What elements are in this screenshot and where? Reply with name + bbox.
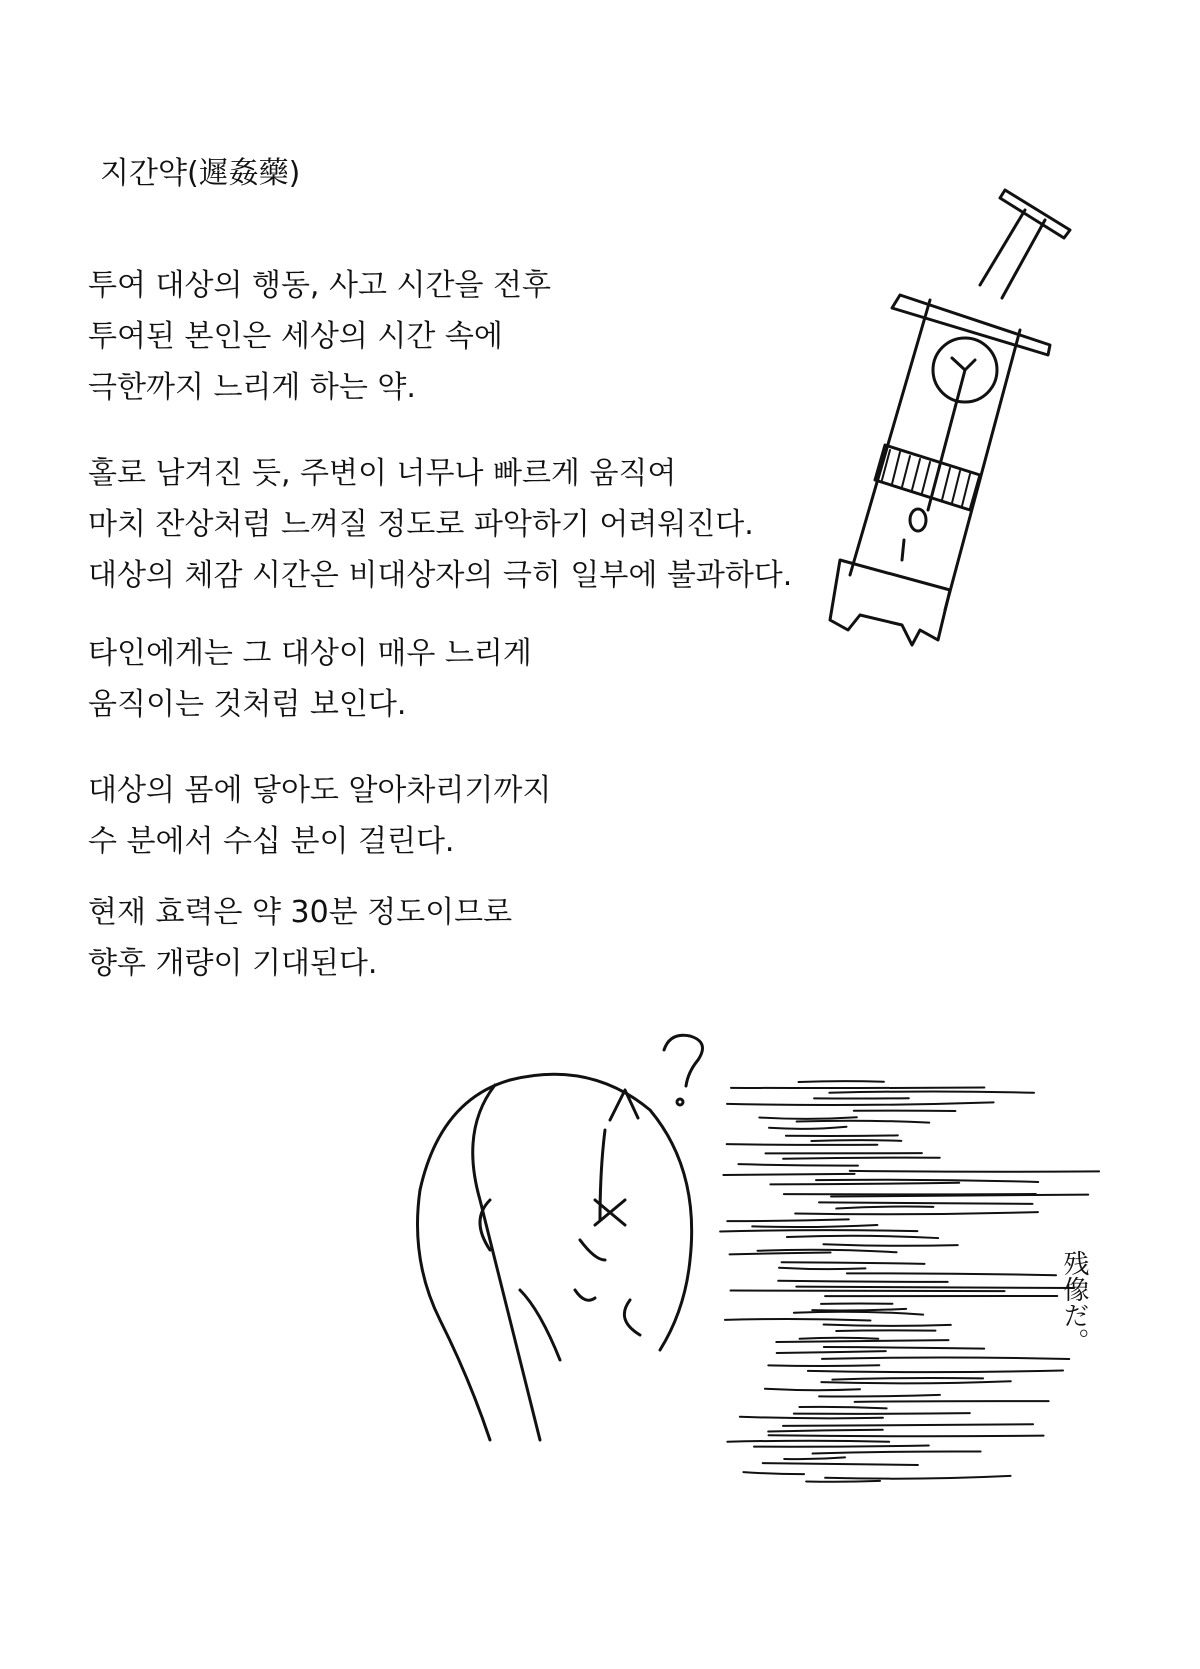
scribble-line (723, 1174, 854, 1175)
text-line: 현재 효력은 약 30분 정도이므로 (88, 895, 513, 930)
syringe-icon (820, 180, 1120, 680)
text-line: 투여 대상의 행동, 사고 시간을 전후 (88, 268, 551, 303)
scribble-line (731, 1291, 1005, 1292)
syringe-illustration (820, 180, 1120, 680)
text-line: 대상의 체감 시간은 비대상자의 극히 일부에 불과하다. (88, 558, 793, 593)
text-line: 투여된 본인은 세상의 시간 속에 (88, 319, 503, 354)
scribble-line (824, 1347, 984, 1349)
scribble-line (777, 1351, 886, 1353)
scribble-line (836, 1330, 935, 1331)
scribble-line (768, 1365, 879, 1366)
text-line: 마치 잔상처럼 느껴질 정도로 파악하기 어려워진다. (88, 507, 754, 542)
scribble-line (813, 1451, 981, 1453)
scribble-line (778, 1281, 947, 1282)
scribble-line (786, 1135, 898, 1136)
scribble-line (787, 1236, 938, 1238)
scribble-line (784, 1457, 845, 1459)
paragraph-4 (88, 765, 551, 867)
scribble-line (727, 1441, 889, 1442)
scribble-line (727, 1102, 994, 1105)
scribble-line (822, 1358, 1069, 1360)
scribble-line (800, 1338, 879, 1339)
scribble-line (768, 1430, 883, 1432)
scribble-line (819, 1395, 940, 1397)
scribble-line (795, 1212, 1038, 1214)
scribble-line (783, 1424, 1033, 1426)
scribble-line (738, 1164, 857, 1165)
afterimage-scribble (660, 1060, 1100, 1500)
scribble-line (821, 1381, 1010, 1383)
scribble-line (754, 1445, 929, 1446)
text-line: 대상의 몸에 닿아도 알아차리기까지 (88, 773, 552, 808)
scribble-line (819, 1202, 1032, 1203)
scribble-line (743, 1472, 804, 1474)
scribble-line (812, 1309, 906, 1311)
scribble-line (808, 1370, 1063, 1372)
scribble-line (740, 1417, 883, 1419)
handwritten-note: 残像だ。 (1059, 1250, 1089, 1354)
scribble-line (825, 1476, 1010, 1479)
scribble-line (836, 1207, 933, 1209)
page-title: 지간약(遲姦藥) (100, 156, 301, 191)
scribble-line (727, 1219, 849, 1221)
scribble-line (823, 1244, 957, 1246)
scribble-line (727, 1144, 878, 1145)
scribble-line (765, 1389, 860, 1390)
scribble-lines-icon (660, 1060, 1100, 1500)
scribble-line (811, 1140, 901, 1141)
scribble-line (847, 1273, 1056, 1275)
scribble-line (763, 1463, 918, 1465)
scribble-line (725, 1319, 871, 1320)
paragraph-3 (88, 628, 532, 730)
scribble-line (769, 1127, 847, 1129)
text-line: 움직이는 것처럼 보인다. (88, 687, 407, 722)
scribble-line (770, 1183, 959, 1185)
paragraph-1 (88, 260, 551, 413)
scribble-line (731, 1087, 984, 1088)
scribble-line (783, 1158, 940, 1159)
scribble-line (829, 1091, 1034, 1092)
scribble-line (832, 1378, 983, 1380)
scribble-line (782, 1262, 925, 1264)
scribble-line (779, 1268, 865, 1269)
paragraph-2 (88, 448, 792, 601)
scribble-line (850, 1171, 1099, 1172)
scribble-line (730, 1252, 831, 1254)
scribble-line (816, 1180, 1038, 1182)
text-line: 극한까지 느리게 하는 약. (88, 370, 416, 405)
text-line: 수 분에서 수십 분이 걸린다. (88, 824, 455, 859)
scribble-line (794, 1312, 923, 1315)
scribble-line (776, 1340, 948, 1342)
scribble-line (797, 1121, 930, 1123)
scribble-line (759, 1117, 856, 1119)
scribble-line (796, 1287, 1074, 1288)
scribble-group (720, 1081, 1099, 1482)
scribble-line (720, 1230, 917, 1231)
scribble-line (769, 1435, 1044, 1436)
text-line: 홀로 남겨진 듯, 주변이 너무나 빠르게 움직여 (88, 456, 677, 491)
scribble-line (855, 1401, 1049, 1402)
scribble-line (794, 1413, 970, 1414)
scribble-line (799, 1407, 886, 1408)
scribble-line (752, 1225, 877, 1227)
scribble-line (799, 1081, 884, 1082)
paragraph-5 (88, 887, 512, 989)
text-line: 타인에게는 그 대상이 매우 느리게 (88, 636, 532, 671)
scribble-line (806, 1481, 880, 1482)
scribble-line (824, 1325, 951, 1326)
text-line: 향후 개량이 기대된다. (88, 946, 378, 981)
